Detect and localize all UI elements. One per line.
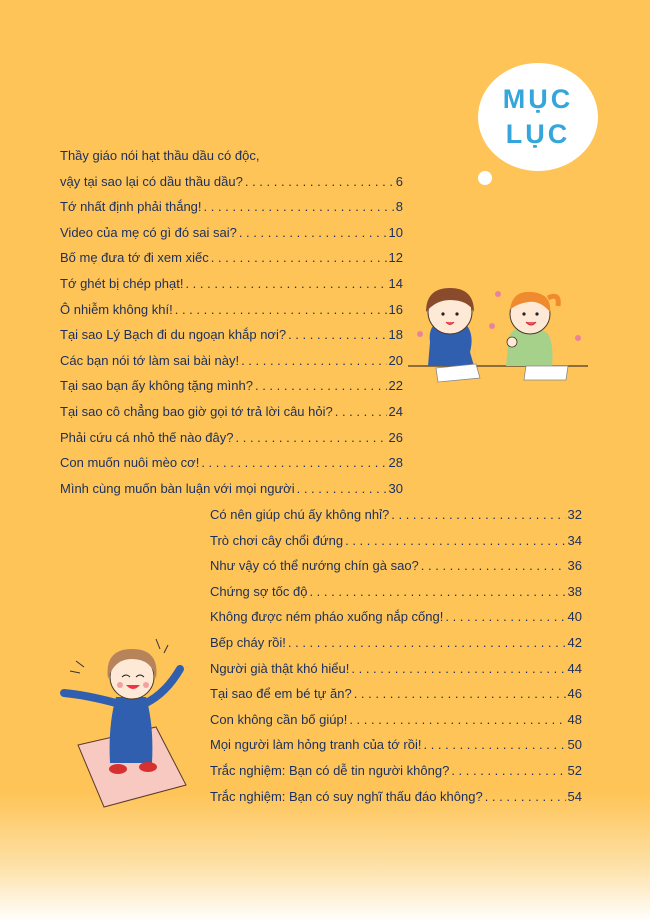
toc-entry-title: Các bạn nói tớ làm sai bài này! bbox=[60, 352, 240, 368]
toc-entry[interactable] bbox=[60, 220, 403, 246]
dot-leader bbox=[288, 630, 566, 656]
toc-entry-title: Bố mẹ đưa tớ đi xem xiếc bbox=[60, 250, 209, 266]
dot-leader bbox=[204, 194, 394, 220]
dot-leader bbox=[245, 169, 394, 195]
dot-leader bbox=[423, 732, 565, 758]
page-title-line1: MỤC bbox=[502, 84, 574, 114]
toc-entry-page: 48 bbox=[567, 711, 582, 727]
dot-leader bbox=[201, 450, 386, 476]
toc-entry-page: 16 bbox=[388, 301, 403, 317]
toc-entry-title: Ô nhiễm không khí! bbox=[60, 301, 173, 317]
toc-entry-title: Trắc nghiệm: Bạn có dễ tin người không? bbox=[210, 762, 450, 778]
dot-leader bbox=[255, 373, 387, 399]
dot-leader bbox=[345, 528, 565, 554]
dot-leader bbox=[335, 399, 387, 425]
dot-leader bbox=[309, 579, 565, 605]
dot-leader bbox=[351, 656, 565, 682]
toc-entry[interactable] bbox=[60, 322, 403, 348]
toc-entry-page: 40 bbox=[567, 609, 582, 625]
toc-entry[interactable] bbox=[60, 194, 403, 220]
toc-entry[interactable] bbox=[60, 169, 403, 195]
toc-entry[interactable] bbox=[60, 450, 403, 476]
toc-entry-page: 44 bbox=[567, 660, 582, 676]
toc-entry-title: vậy tại sao lại có dầu thầu dầu? bbox=[60, 173, 243, 189]
toc-entry-title: Không được ném pháo xuống nắp cống! bbox=[210, 609, 444, 625]
toc-entry[interactable] bbox=[210, 604, 582, 630]
toc-right-column bbox=[210, 502, 582, 809]
dot-leader bbox=[239, 220, 387, 246]
toc-entry[interactable] bbox=[210, 502, 582, 528]
toc-entry[interactable] bbox=[210, 579, 582, 605]
dot-leader bbox=[175, 297, 387, 323]
toc-entry-page: 38 bbox=[567, 583, 582, 599]
kids-illustration bbox=[408, 282, 588, 394]
dot-leader bbox=[421, 553, 566, 579]
dot-leader bbox=[445, 604, 565, 630]
toc-entry[interactable] bbox=[210, 553, 582, 579]
toc-entry-title: Có nên giúp chú ấy không nhỉ? bbox=[210, 507, 390, 522]
toc-entry-page: 46 bbox=[567, 686, 582, 702]
toc-entry-title: Thầy giáo nói hạt thầu dầu có độc, bbox=[60, 148, 260, 163]
dot-leader bbox=[391, 502, 565, 528]
toc-entry-page: 14 bbox=[388, 275, 403, 291]
cloud-dot bbox=[478, 171, 492, 185]
toc-entry-title: Tớ ghét bị chép phạt! bbox=[60, 275, 184, 291]
toc-entry[interactable] bbox=[60, 348, 403, 374]
toc-entry-page: 54 bbox=[567, 788, 582, 804]
toc-entry[interactable] bbox=[60, 245, 403, 271]
toc-entry-title: Con muốn nuôi mèo cơ! bbox=[60, 455, 200, 471]
toc-entry[interactable] bbox=[210, 681, 582, 707]
toc-entry[interactable] bbox=[60, 476, 403, 502]
toc-entry-title: Tại sao để em bé tự ăn? bbox=[210, 686, 352, 702]
toc-entry-title: Mình cùng muốn bàn luận với mọi người bbox=[60, 480, 295, 496]
toc-entry[interactable] bbox=[210, 732, 582, 758]
toc-entry-title: Video của mẹ có gì đó sai sai? bbox=[60, 224, 237, 240]
toc-entry[interactable] bbox=[60, 297, 403, 323]
toc-entry-title: Mọi người làm hỏng tranh của tớ rồi! bbox=[210, 737, 422, 753]
toc-entry-page: 30 bbox=[388, 480, 403, 496]
toc-entry-page: 8 bbox=[395, 199, 403, 215]
toc-entry-page: 50 bbox=[567, 737, 582, 753]
toc-entry-title: Như vậy có thể nướng chín gà sao? bbox=[210, 558, 419, 574]
toc-entry-page: 32 bbox=[567, 507, 582, 522]
toc-entry-title: Tại sao bạn ấy không tặng mình? bbox=[60, 378, 253, 394]
toc-entry-page: 36 bbox=[567, 558, 582, 574]
toc-entry-page: 20 bbox=[388, 352, 403, 368]
toc-entry[interactable] bbox=[210, 758, 582, 784]
toc-entry-page: 52 bbox=[567, 762, 582, 778]
dot-leader bbox=[485, 784, 566, 810]
toc-entry-page: 28 bbox=[388, 455, 403, 471]
dot-leader bbox=[185, 271, 386, 297]
toc-entry-title: Trắc nghiệm: Bạn có suy nghĩ thấu đáo không? bbox=[210, 788, 483, 804]
toc-left-column bbox=[60, 143, 403, 501]
toc-entry-title: Con không cần bố giúp! bbox=[210, 711, 348, 727]
toc-entry[interactable] bbox=[210, 528, 582, 554]
toc-entry[interactable] bbox=[60, 399, 403, 425]
toc-entry-page: 6 bbox=[395, 173, 403, 189]
dot-leader bbox=[241, 348, 386, 374]
title-cloud bbox=[478, 63, 598, 171]
toc-entry-title: Trò chơi cây chổi đứng bbox=[210, 532, 344, 548]
toc-entry-page: 12 bbox=[388, 250, 403, 266]
toc-entry[interactable] bbox=[60, 425, 403, 451]
toc-entry[interactable] bbox=[210, 656, 582, 682]
toc-entry-title: Tớ nhất định phải thắng! bbox=[60, 199, 202, 215]
toc-entry[interactable] bbox=[210, 784, 582, 810]
toc-entry-page: 10 bbox=[388, 224, 403, 240]
dot-leader bbox=[349, 707, 565, 733]
toc-entry-title: Người già thật khó hiểu! bbox=[210, 660, 350, 676]
toc-entry[interactable] bbox=[210, 707, 582, 733]
child-illustration bbox=[56, 635, 206, 810]
dot-leader bbox=[236, 425, 387, 451]
toc-entry-title: Tại sao Lý Bạch đi du ngoạn khắp nơi? bbox=[60, 327, 287, 343]
toc-entry-page: 42 bbox=[567, 634, 582, 650]
toc-entry-title-line1 bbox=[60, 143, 403, 169]
dot-leader bbox=[297, 476, 387, 502]
dot-leader bbox=[354, 681, 566, 707]
toc-entry[interactable] bbox=[60, 271, 403, 297]
dot-leader bbox=[451, 758, 565, 784]
toc-entry-title: Phải cứu cá nhỏ thế nào đây? bbox=[60, 429, 234, 445]
dot-leader bbox=[211, 245, 387, 271]
toc-entry-page: 24 bbox=[388, 403, 403, 419]
toc-entry-page: 26 bbox=[388, 429, 403, 445]
toc-entry-page: 34 bbox=[567, 532, 582, 548]
toc-entry-title: Tại sao cô chẳng bao giờ gọi tớ trả lời câu hỏi? bbox=[60, 403, 333, 419]
toc-entry-title: Bếp cháy rồi! bbox=[210, 634, 286, 650]
toc-entry-page: 18 bbox=[388, 327, 403, 343]
toc-entry-page: 22 bbox=[388, 378, 403, 394]
toc-entry[interactable] bbox=[60, 373, 403, 399]
toc-entry[interactable] bbox=[210, 630, 582, 656]
page-title-line2: LỤC bbox=[505, 119, 571, 149]
dot-leader bbox=[288, 322, 386, 348]
toc-entry-title: Chứng sợ tốc độ bbox=[210, 583, 308, 599]
